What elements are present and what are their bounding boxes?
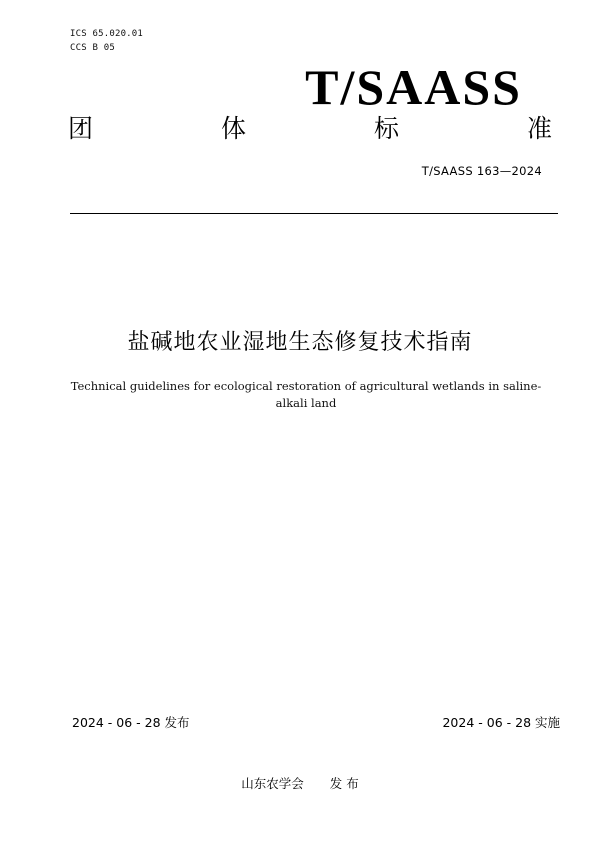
ics-code: ICS 65.020.01 bbox=[70, 29, 144, 39]
standard-type-char: 标 bbox=[373, 114, 399, 143]
implementation-date: 2024 - 06 - 28 实施 bbox=[442, 715, 560, 730]
organization-logo-text: T/SAASS bbox=[305, 59, 522, 115]
standard-type-char: 准 bbox=[526, 114, 552, 143]
standard-type-heading bbox=[68, 112, 552, 146]
publisher-action: 发 布 bbox=[329, 776, 359, 791]
publisher-name: 山东农学会 bbox=[241, 776, 304, 791]
publisher-line bbox=[0, 775, 600, 793]
document-title-chinese: 盐碱地农业湿地生态修复技术指南 bbox=[127, 330, 473, 355]
standard-type-char: 团 bbox=[68, 114, 94, 143]
document-title-english: Technical guidelines for ecological restoration of agricultural wetlands in saline-alkali land bbox=[70, 379, 542, 410]
standard-number: T/SAASS 163—2024 bbox=[421, 164, 542, 178]
release-date: 2024 - 06 - 28 发布 bbox=[72, 715, 190, 730]
ccs-code: CCS B 05 bbox=[70, 43, 115, 53]
header-divider bbox=[70, 213, 558, 214]
standard-type-char: 体 bbox=[220, 114, 246, 143]
